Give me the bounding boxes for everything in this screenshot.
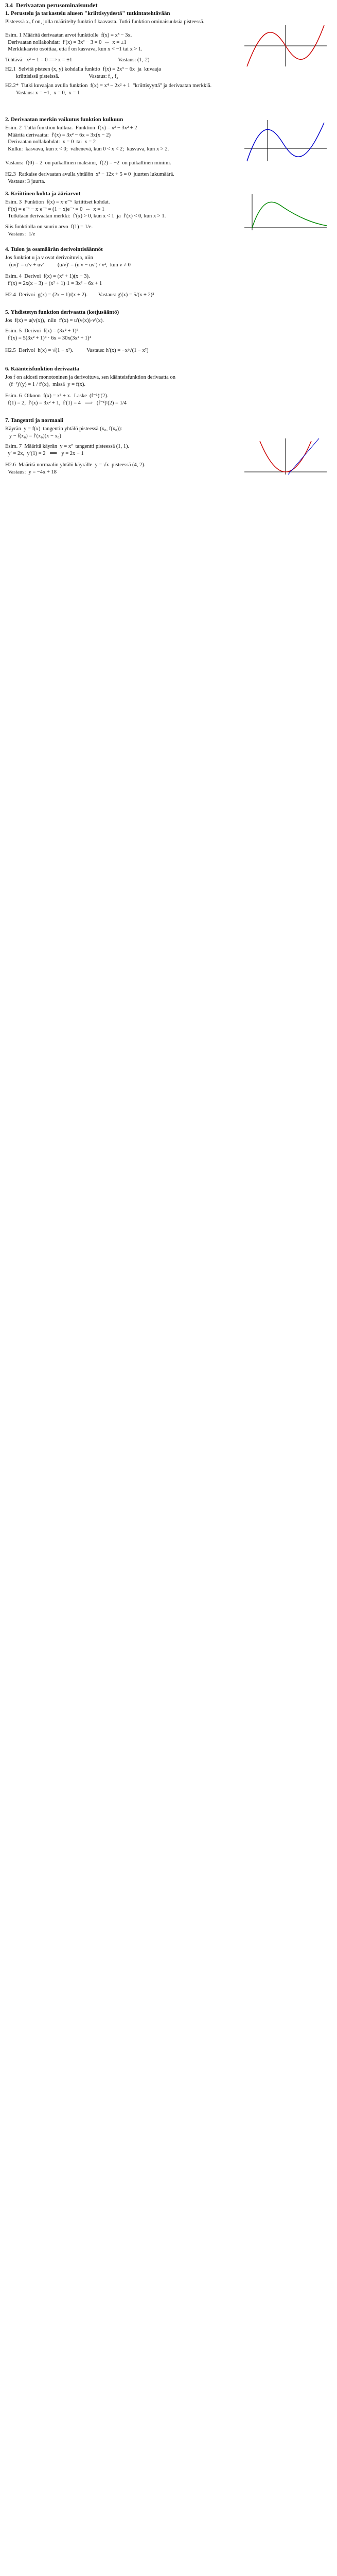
text-block-s3-title: 2. Derivaatan merkin vaikutus funktion kulkuun [5,116,123,123]
text-block-s5-ex: Esim. 4 Derivoi f(x) = (x² + 1)(x − 3). f′(x) = 2x(x − 3) + (x² + 1)·1 = 3x² − 6x + 1 [5,274,102,286]
page-title: 3.4 Derivaatan perusominaisuudet [5,2,98,9]
local-extrema-graph-figure [242,117,329,164]
text-block-s6-h: H2.5 Derivoi h(x) = √(1 − x²). Vastaus: h′(x) = −x/√(1 − x²) [5,348,149,353]
text-block-s1-t2: H2.1 Selvitä pisteen (x, y) kohdalla funktio f(x) = 2x³ − 6x ja kuvaaja kriittisissä pisteissä. Vastaus: f₁, f₂ [5,66,161,79]
text-block-s3-v: Vastaus: f(0) = 2 on paikallinen maksimi, f(2) = −2 on paikallinen minimi. [5,160,171,166]
text-block-s7-p: Jos f on aidosti monotoninen ja derivoituva, sen käänteisfunktion derivaatta on (f⁻¹)′(y) = 1 / f′(x), missä y = f(x). [5,375,175,387]
text-block-s8-p: Käyrän y = f(x) tangentin yhtälö pisteessä (x₀, f(x₀)): y − f(x₀) = f′(x₀)(x − x₀) [5,426,122,439]
cubic-graph-figure [242,23,329,69]
text-block-s6-title: 5. Yhdistetyn funktion derivaatta (ketjusääntö) [5,309,119,315]
text-block-s3-h: H2.3 Ratkaise derivaatan avulla yhtälön x³ − 12x + 5 = 0 juurten lukumäärä. Vastaus: 3 juurta. [5,172,174,184]
text-block-s4-title: 3. Kriittinen kohta ja ääriarvot [5,191,81,197]
text-block-s1-title: 1. Perustelu ja tarkastelu alueen "kriittisyydestä" tutkintatehtävään [5,10,170,16]
text-block-s7-title: 6. Käänteisfunktion derivaatta [5,366,79,372]
text-block-s1-t1: Tehtävä: x² − 1 = 0 ⟹ x = ±1 Vastaus: (1,-2) [5,57,150,63]
text-block-s8-h: H2.6 Määritä normaalin yhtälö käyrälle y = √x pisteessä (4, 2). Vastaus: y = −4x + 18 [5,462,146,475]
text-block-s3-ex: Esim. 2 Tutki funktion kulkua. Funktion f(x) = x³ − 3x² + 2 Määritä derivaatta: f′(x) = 3x² − 6x = 3x(x − 2) Derivaatan nollakohdat: x = 0 tai x = 2 Kulku: kasvava, kun x < 0; vähenevä, kun 0 < x < 2; kasvava, kun x > 2. [5,125,169,152]
text-block-s6-ex: Esim. 5 Derivoi f(x) = (3x² + 1)⁵. f′(x) = 5(3x² + 1)⁴ · 6x = 30x(3x² + 1)⁴ [5,328,92,341]
text-block-s5-title: 4. Tulon ja osamäärän derivointisäännöt [5,246,103,252]
tangent-graph-figure [242,436,329,477]
text-block-s8-title: 7. Tangentti ja normaali [5,417,64,423]
text-block-s6-p: Jos f(x) = u(v(x)), niin f′(x) = u′(v(x))·v′(x). [5,318,104,324]
text-block-s1-p1: Pisteessä x₀ f on, jolla määritelty funktio f kaavasta. Tutki funktion ominaisuuksia pisteessä. [5,19,205,25]
text-block-s2-h: H2.2* Tutki kuvaajan avulla funktion f(x) = x⁴ − 2x² + 1 "kriittisyyttä" ja derivaatan merkkiä. Vastaus: x = −1, x = 0, x = 1 [5,83,212,96]
exponential-graph-figure [242,192,329,233]
text-block-s4-ex: Esim. 3 Funktion f(x) = x·e⁻ˣ kriittiset kohdat. f′(x) = e⁻ˣ − x·e⁻ˣ = (1 − x)e⁻ˣ = 0 ⇔ x = 1 Tutkitaan derivaatan merkki: f′(x) > 0, kun x < 1 ja f′(x) < 0, kun x > 1. [5,199,166,219]
text-block-s7-ex: Esim. 6 Olkoon f(x) = x³ + x. Laske (f⁻¹)′(2). f(1) = 2, f′(x) = 3x² + 1, f′(1) = 4 ⟹ (f⁻¹)′(2) = 1/4 [5,393,127,406]
text-block-s5-p: Jos funktiot u ja v ovat derivoituvia, niin (uv)′ = u′v + uv′ (u/v)′ = (u′v − uv′) / v², kun v ≠ 0 [5,255,131,268]
text-block-s5-h: H2.4 Derivoi g(x) = (2x − 1)/(x + 2). Vastaus: g′(x) = 5/(x + 2)² [5,292,154,298]
text-block-s4-v: Siis funktiolla on suurin arvo f(1) = 1/e. Vastaus: 1/e [5,224,93,237]
text-block-s8-ex: Esim. 7 Määritä käyrän y = x² tangentti pisteessä (1, 1). y′ = 2x, y′(1) = 2 ⟹ y = 2x − 1 [5,444,130,456]
text-block-s1-ex: Esim. 1 Määritä derivaatan arvot funktiolle f(x) = x³ − 3x. Derivaatan nollakohdat: f′(x) = 3x² − 3 = 0 ⇔ x = ±1 Merkkikaavio osoittaa, että f on kasvava, kun x < −1 tai x > 1. [5,32,143,52]
